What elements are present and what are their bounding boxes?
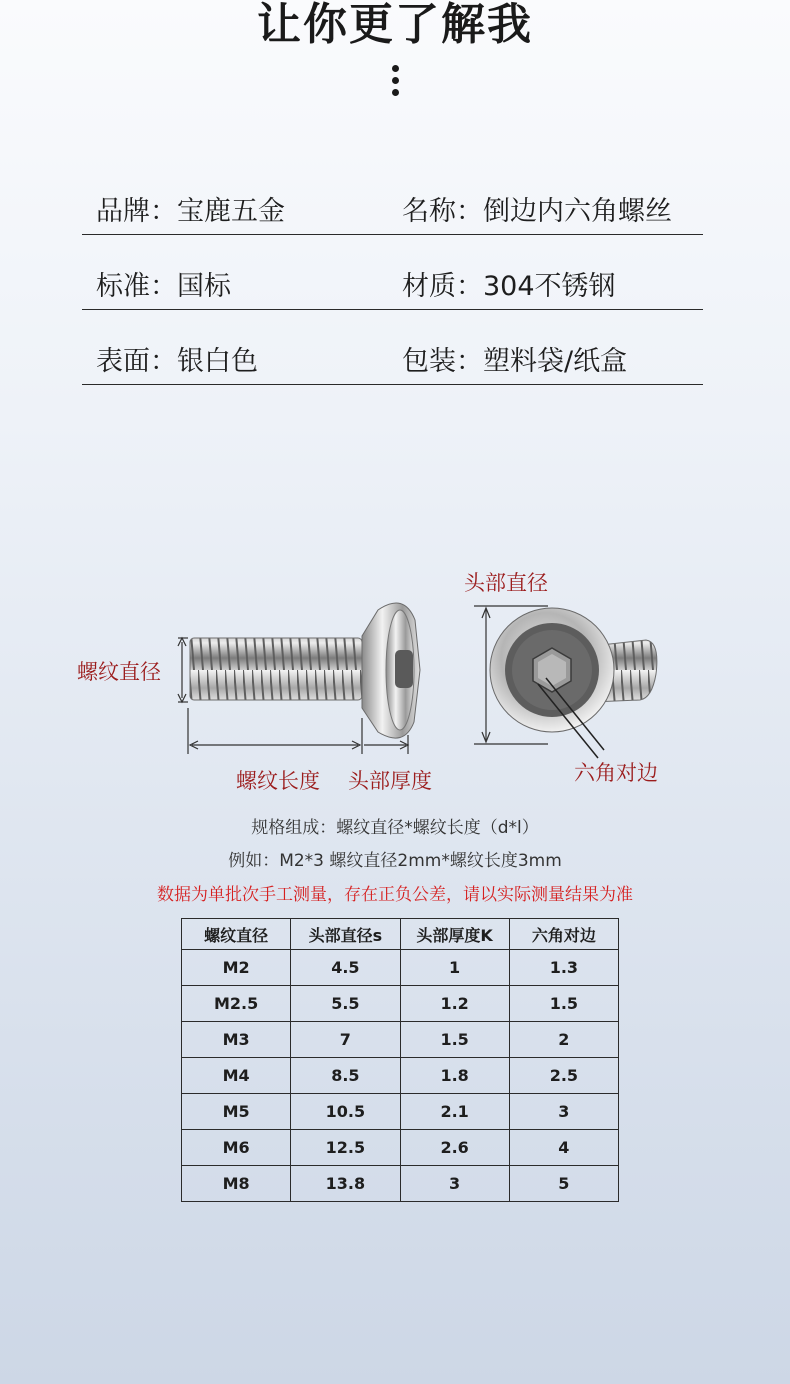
table-row	[182, 1058, 619, 1094]
thread-length-dimension	[188, 708, 362, 754]
spec-standard: 标准：国标	[96, 271, 231, 302]
table-cell: M2	[182, 950, 291, 986]
table-cell: 5	[509, 1166, 618, 1202]
spec-row-2	[82, 237, 703, 310]
tolerance-warning: 数据为单批次手工测量，存在正负公差，请以实际测量结果为准	[157, 885, 633, 905]
table-cell: 1.3	[509, 950, 618, 986]
table-cell: 13.8	[291, 1166, 400, 1202]
table-cell: 7	[291, 1022, 400, 1058]
table-cell: 1.8	[400, 1058, 509, 1094]
screw-side-view	[190, 603, 420, 738]
table-row	[182, 1130, 619, 1166]
screw-dimension-diagram	[0, 550, 790, 810]
table-cell: 3	[509, 1094, 618, 1130]
table-cell: 2.5	[509, 1058, 618, 1094]
table-cell: 1.5	[509, 986, 618, 1022]
table-cell: M5	[182, 1094, 291, 1130]
table-cell: 2	[509, 1022, 618, 1058]
spec-name: 名称：倒边内六角螺丝	[402, 196, 672, 227]
head-thickness-dimension	[364, 735, 408, 754]
table-cell: 12.5	[291, 1130, 400, 1166]
table-header: 螺纹直径	[182, 919, 291, 950]
table-cell: 5.5	[291, 986, 400, 1022]
table-cell: 8.5	[291, 1058, 400, 1094]
thread-length-label: 螺纹长度	[236, 769, 320, 793]
table-row	[182, 1022, 619, 1058]
page-title: 让你更了解我	[257, 0, 533, 50]
table-cell: 4	[509, 1130, 618, 1166]
table-cell: 2.6	[400, 1130, 509, 1166]
spec-row-3	[82, 312, 703, 385]
spec-format-note: 规格组成：螺纹直径*螺纹长度（d*l）	[251, 818, 539, 838]
table-header: 头部直径s	[291, 919, 400, 950]
table-cell: 3	[400, 1166, 509, 1202]
table-cell: M2.5	[182, 986, 291, 1022]
table-cell: 4.5	[291, 950, 400, 986]
table-row	[182, 1166, 619, 1202]
spec-surface: 表面：银白色	[96, 346, 258, 377]
spec-row-1	[82, 162, 703, 235]
thread-diameter-dimension	[178, 638, 188, 702]
more-dots-icon	[390, 65, 400, 101]
table-cell: 1.2	[400, 986, 509, 1022]
spec-example-note: 例如：M2*3 螺纹直径2mm*螺纹长度3mm	[228, 851, 562, 871]
spec-brand: 品牌：宝鹿五金	[96, 196, 285, 227]
spec-packaging: 包装：塑料袋/纸盒	[402, 346, 628, 377]
table-cell: M4	[182, 1058, 291, 1094]
table-header: 头部厚度K	[400, 919, 509, 950]
size-table	[181, 918, 619, 1202]
table-header-row	[182, 919, 619, 950]
table-cell: M3	[182, 1022, 291, 1058]
thread-diameter-label: 螺纹直径	[77, 660, 161, 684]
table-row	[182, 950, 619, 986]
table-cell: M6	[182, 1130, 291, 1166]
table-header: 六角对边	[509, 919, 618, 950]
table-cell: 10.5	[291, 1094, 400, 1130]
table-cell: 1.5	[400, 1022, 509, 1058]
screw-end-view	[490, 608, 657, 732]
spec-material: 材质：304不锈钢	[402, 271, 616, 302]
table-row	[182, 986, 619, 1022]
table-cell: M8	[182, 1166, 291, 1202]
table-cell: 2.1	[400, 1094, 509, 1130]
table-row	[182, 1094, 619, 1130]
head-thickness-label: 头部厚度	[348, 769, 432, 793]
table-cell: 1	[400, 950, 509, 986]
hex-across-flats-label: 六角对边	[574, 761, 658, 785]
head-diameter-label: 头部直径	[464, 571, 548, 595]
